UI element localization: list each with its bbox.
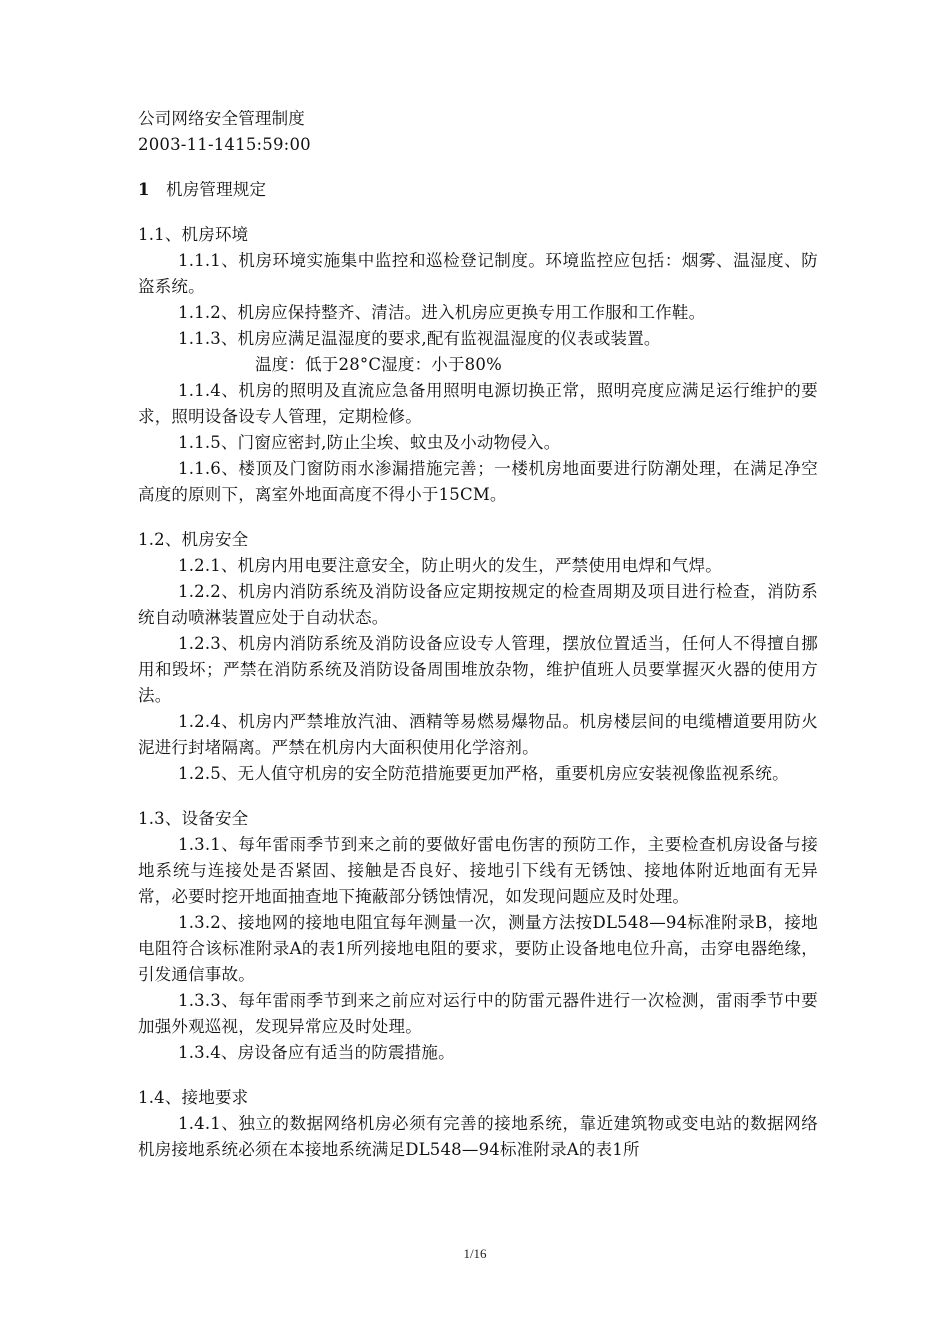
- document-body: [138, 106, 818, 1163]
- paragraph-1-1-1: 1.1.1、机房环境实施集中监控和巡检登记制度。环境监控应包括：烟雾、温湿度、防盗系统。: [138, 251, 818, 296]
- document-title: 公司网络安全管理制度: [138, 109, 305, 128]
- paragraph-1-3-3: 1.3.3、每年雷雨季节到来之前应对运行中的防雷元器件进行一次检测，雷雨季节中要加强外观巡视，发现异常应及时处理。: [138, 991, 818, 1036]
- paragraph-1-2-2: 1.2.2、机房内消防系统及消防设备应定期按规定的检查周期及项目进行检查，消防系统自动喷淋装置应处于自动状态。: [138, 582, 818, 627]
- paragraph-1-2-5: 1.2.5、无人值守机房的安全防范措施要更加严格，重要机房应安装视像监视系统。: [178, 764, 789, 783]
- paragraph-1-1-2: 1.1.2、机房应保持整齐、清洁。进入机房应更换专用工作服和工作鞋。: [178, 303, 706, 322]
- section-heading-1-4: 1.4、接地要求: [138, 1088, 249, 1107]
- document-datetime: 2003-11-1415:59:00: [138, 135, 311, 154]
- chapter-heading: [138, 177, 818, 203]
- section-heading-1-3: 1.3、设备安全: [138, 809, 249, 828]
- paragraph-1-3-1: 1.3.1、每年雷雨季节到来之前的要做好雷电伤害的预防工作，主要检查机房设备与接地系统与连接处是否紧固、接触是否良好、接地引下线有无锈蚀、接地体附近地面有无异常，必要时挖开地面抽查地下掩蔽部分锈蚀情况，如发现问题应及时处理。: [138, 835, 818, 906]
- paragraph-1-3-4: 1.3.4、房设备应有适当的防震措施。: [178, 1043, 455, 1062]
- paragraph-1-2-4: 1.2.4、机房内严禁堆放汽油、酒精等易燃易爆物品。机房楼层间的电缆槽道要用防火泥进行封堵隔离。严禁在机房内大面积使用化学溶剂。: [138, 712, 818, 757]
- paragraph-1-1-6: 1.1.6、楼顶及门窗防雨水渗漏措施完善；一楼机房地面要进行防潮处理，在满足净空高度的原则下，离室外地面高度不得小于15CM。: [138, 459, 818, 504]
- chapter-title: 机房管理规定: [166, 180, 267, 199]
- paragraph-1-3-2: 1.3.2、接地网的接地电阻宜每年测量一次，测量方法按DL548—94标准附录B，接地电阻符合该标准附录A的表1所列接地电阻的要求，要防止设备地电位升高，击穿电器绝缘，引发通信事故。: [138, 913, 818, 984]
- paragraph-1-2-3: 1.2.3、机房内消防系统及消防设备应设专人管理，摆放位置适当，任何人不得擅自挪用和毁坏；严禁在消防系统及消防设备周围堆放杂物，维护值班人员要掌握灭火器的使用方法。: [138, 634, 818, 705]
- paragraph-1-2-1: 1.2.1、机房内用电要注意安全，防止明火的发生，严禁使用电焊和气焊。: [178, 556, 722, 575]
- temperature-humidity-spec: 温度：低于28°C湿度：小于80%: [255, 355, 502, 374]
- paragraph-1-1-3: 1.1.3、机房应满足温湿度的要求,配有监视温湿度的仪表或装置。: [178, 329, 661, 348]
- chapter-number: 1: [138, 180, 150, 199]
- section-heading-1-1: 1.1、机房环境: [138, 225, 249, 244]
- paragraph-1-1-4: 1.1.4、机房的照明及直流应急备用照明电源切换正常，照明亮度应满足运行维护的要求，照明设备设专人管理，定期检修。: [138, 381, 818, 426]
- paragraph-1-4-1: 1.4.1、独立的数据网络机房必须有完善的接地系统，靠近建筑物或变电站的数据网络机房接地系统必须在本接地系统满足DL548—94标准附录A的表1所: [138, 1114, 818, 1159]
- section-heading-1-2: 1.2、机房安全: [138, 530, 249, 549]
- paragraph-1-1-5: 1.1.5、门窗应密封,防止尘埃、蚊虫及小动物侵入。: [178, 433, 561, 452]
- page-number: 1/16: [463, 1246, 487, 1261]
